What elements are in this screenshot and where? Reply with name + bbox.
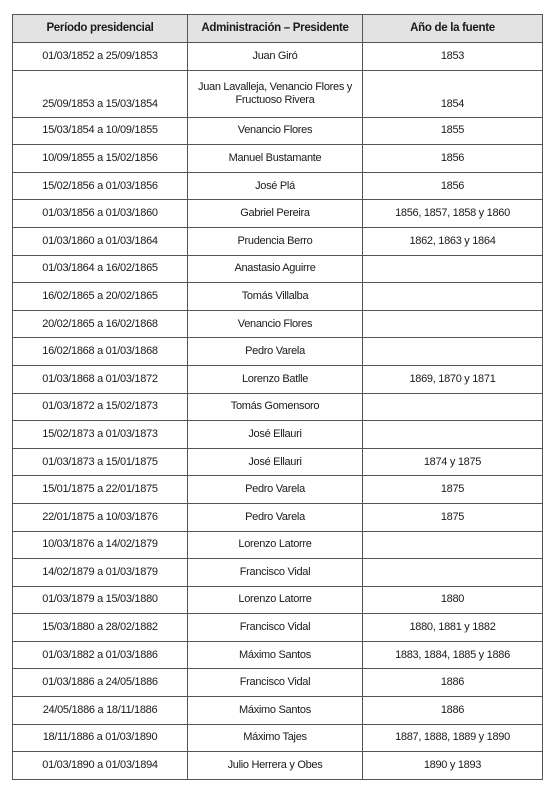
president-cell: Anastasio Aguirre — [188, 255, 363, 283]
president-cell: Máximo Santos — [188, 697, 363, 725]
period-cell: 01/03/1872 a 15/02/1873 — [13, 393, 188, 421]
header-source-year: Año de la fuente — [363, 15, 543, 43]
period-cell: 24/05/1886 a 18/11/1886 — [13, 697, 188, 725]
source-year-cell: 1854 — [363, 70, 543, 117]
source-year-cell: 1880 — [363, 586, 543, 614]
source-year-cell: 1883, 1884, 1885 y 1886 — [363, 641, 543, 669]
source-year-cell: 1886 — [363, 669, 543, 697]
table-row — [13, 476, 543, 504]
period-cell: 01/03/1856 a 01/03/1860 — [13, 200, 188, 228]
president-cell: Venancio Flores — [188, 117, 363, 145]
table-header-row — [13, 15, 543, 43]
table-row — [13, 586, 543, 614]
president-cell: Francisco Vidal — [188, 669, 363, 697]
table-row — [13, 614, 543, 642]
president-cell: Lorenzo Latorre — [188, 586, 363, 614]
table-row — [13, 421, 543, 449]
president-cell: Lorenzo Latorre — [188, 531, 363, 559]
president-cell: Manuel Bustamante — [188, 145, 363, 173]
source-year-cell: 1855 — [363, 117, 543, 145]
period-cell: 01/03/1860 a 01/03/1864 — [13, 227, 188, 255]
source-year-cell — [363, 421, 543, 449]
president-cell: Prudencia Berro — [188, 227, 363, 255]
president-cell: Pedro Varela — [188, 476, 363, 504]
table-row — [13, 338, 543, 366]
period-cell: 01/03/1868 a 01/03/1872 — [13, 365, 188, 393]
period-cell: 01/03/1882 a 01/03/1886 — [13, 641, 188, 669]
source-year-cell: 1887, 1888, 1889 y 1890 — [363, 724, 543, 752]
period-cell: 15/02/1873 a 01/03/1873 — [13, 421, 188, 449]
president-cell: Máximo Santos — [188, 641, 363, 669]
period-cell: 01/03/1864 a 16/02/1865 — [13, 255, 188, 283]
table-row — [13, 70, 543, 117]
table-row — [13, 310, 543, 338]
table-row — [13, 531, 543, 559]
period-cell: 01/03/1890 a 01/03/1894 — [13, 752, 188, 780]
period-cell: 15/02/1856 a 01/03/1856 — [13, 172, 188, 200]
source-year-cell: 1890 y 1893 — [363, 752, 543, 780]
president-cell: Juan Lavalleja, Venancio Flores y Fructuoso Rivera — [188, 70, 363, 117]
president-cell: José Plá — [188, 172, 363, 200]
period-cell: 01/03/1852 a 25/09/1853 — [13, 43, 188, 71]
period-cell: 01/03/1879 a 15/03/1880 — [13, 586, 188, 614]
source-year-cell: 1880, 1881 y 1882 — [363, 614, 543, 642]
source-year-cell — [363, 310, 543, 338]
president-cell: José Ellauri — [188, 448, 363, 476]
president-cell: Gabriel Pereira — [188, 200, 363, 228]
source-year-cell: 1869, 1870 y 1871 — [363, 365, 543, 393]
period-cell: 16/02/1865 a 20/02/1865 — [13, 283, 188, 311]
president-cell: Francisco Vidal — [188, 559, 363, 587]
table-row — [13, 365, 543, 393]
president-cell: Lorenzo Batlle — [188, 365, 363, 393]
period-cell: 10/03/1876 a 14/02/1879 — [13, 531, 188, 559]
president-cell: Tomás Gomensoro — [188, 393, 363, 421]
source-year-cell: 1886 — [363, 697, 543, 725]
source-year-cell — [363, 338, 543, 366]
table-row — [13, 559, 543, 587]
table-row — [13, 393, 543, 421]
period-cell: 15/03/1854 a 10/09/1855 — [13, 117, 188, 145]
president-cell: Venancio Flores — [188, 310, 363, 338]
president-cell: Máximo Tajes — [188, 724, 363, 752]
source-year-cell — [363, 283, 543, 311]
period-cell: 01/03/1873 a 15/01/1875 — [13, 448, 188, 476]
header-period: Período presidencial — [13, 15, 188, 43]
table-row — [13, 145, 543, 173]
period-cell: 22/01/1875 a 10/03/1876 — [13, 503, 188, 531]
presidents-table — [12, 14, 543, 780]
president-cell: Francisco Vidal — [188, 614, 363, 642]
president-cell: Julio Herrera y Obes — [188, 752, 363, 780]
table-row — [13, 255, 543, 283]
period-cell: 15/01/1875 a 22/01/1875 — [13, 476, 188, 504]
source-year-cell — [363, 559, 543, 587]
table-row — [13, 697, 543, 725]
president-cell: Pedro Varela — [188, 338, 363, 366]
source-year-cell: 1853 — [363, 43, 543, 71]
source-year-cell — [363, 255, 543, 283]
table-row — [13, 641, 543, 669]
source-year-cell: 1856 — [363, 145, 543, 173]
source-year-cell: 1874 y 1875 — [363, 448, 543, 476]
president-cell: Tomás Villalba — [188, 283, 363, 311]
table-row — [13, 503, 543, 531]
period-cell: 18/11/1886 a 01/03/1890 — [13, 724, 188, 752]
table-row — [13, 724, 543, 752]
source-year-cell — [363, 393, 543, 421]
period-cell: 20/02/1865 a 16/02/1868 — [13, 310, 188, 338]
president-cell: Juan Giró — [188, 43, 363, 71]
period-cell: 16/02/1868 a 01/03/1868 — [13, 338, 188, 366]
source-year-cell — [363, 531, 543, 559]
table-body — [13, 43, 543, 780]
period-cell: 15/03/1880 a 28/02/1882 — [13, 614, 188, 642]
table-row — [13, 448, 543, 476]
table-row — [13, 43, 543, 71]
period-cell: 14/02/1879 a 01/03/1879 — [13, 559, 188, 587]
president-cell: José Ellauri — [188, 421, 363, 449]
period-cell: 25/09/1853 a 15/03/1854 — [13, 70, 188, 117]
table-row — [13, 117, 543, 145]
source-year-cell: 1875 — [363, 476, 543, 504]
period-cell: 01/03/1886 a 24/05/1886 — [13, 669, 188, 697]
source-year-cell: 1875 — [363, 503, 543, 531]
source-year-cell: 1856 — [363, 172, 543, 200]
table-row — [13, 172, 543, 200]
source-year-cell: 1856, 1857, 1858 y 1860 — [363, 200, 543, 228]
table-row — [13, 200, 543, 228]
table-row — [13, 283, 543, 311]
table-row — [13, 227, 543, 255]
table-row — [13, 752, 543, 780]
period-cell: 10/09/1855 a 15/02/1856 — [13, 145, 188, 173]
table-row — [13, 669, 543, 697]
header-administration: Administración – Presidente — [188, 15, 363, 43]
president-cell: Pedro Varela — [188, 503, 363, 531]
source-year-cell: 1862, 1863 y 1864 — [363, 227, 543, 255]
